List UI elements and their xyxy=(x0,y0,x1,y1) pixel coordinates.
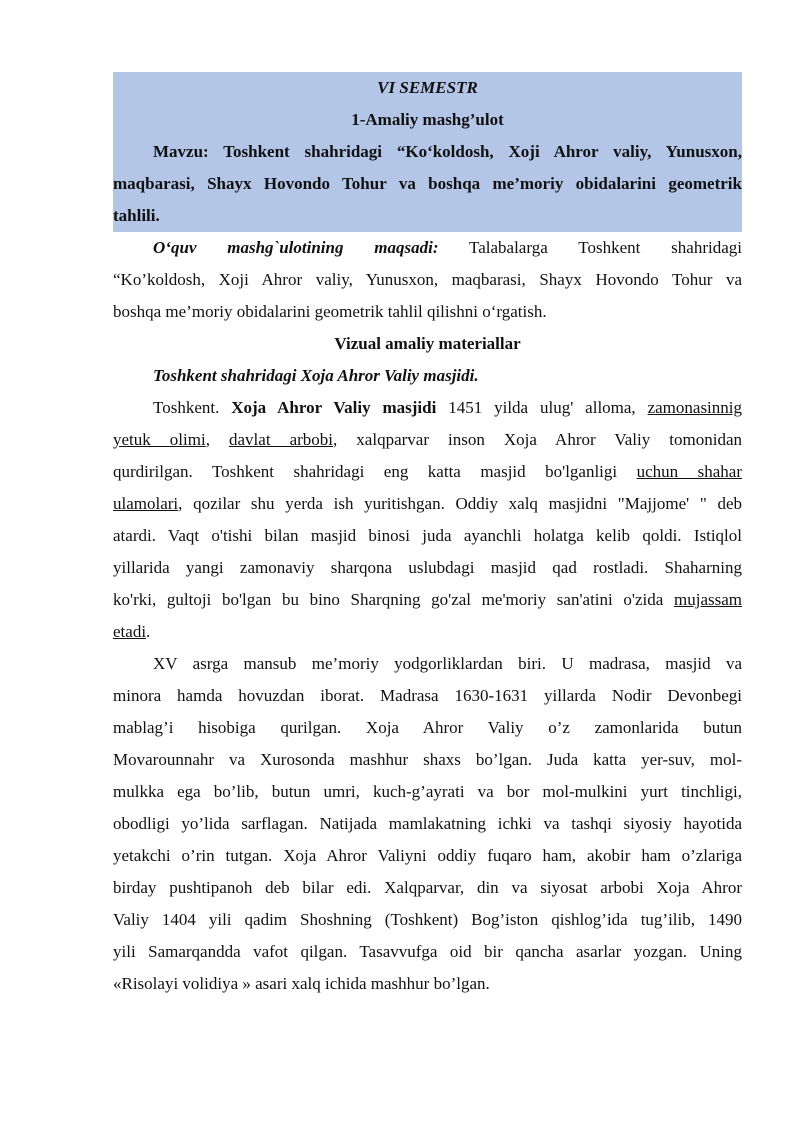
p2-line-3: mablag’i hisobiga qurilgan. Xoja Ahror Valiy o’z zamonlarida butun xyxy=(113,718,742,737)
topic-line-3: tahlili. xyxy=(113,206,160,225)
document-page xyxy=(113,72,742,1000)
p1-line-1 xyxy=(113,392,742,424)
link-uchun-shahar[interactable]: uchun shahar xyxy=(636,462,742,481)
p2-line-7: yetakchi o’rin tutgan. Xoja Ahror Valiyni oddiy fuqaro ham, akobir ham o’zlariga xyxy=(113,846,742,865)
mosque-name-bold: Xoja Ahror Valiy masjidi xyxy=(231,398,437,417)
p2-line-8: birday pushtipanoh deb bilar edi. Xalqparvar, din va siyosat arbobi Xoja Ahror xyxy=(113,878,742,897)
text-run: , qozilar shu yerda ish yuritishgan. Oddiy xalq masjidni "Majjome' " deb xyxy=(178,494,742,513)
text-run: ko'rki, gultoji bo'lgan bu bino Sharqning go'zal me'moriy san'atini o'zida xyxy=(113,590,674,609)
p1-line-6: yillarida yangi zamonaviy sharqona uslubdagi masjid qad rostladi. Shaharning xyxy=(113,558,742,577)
text-run: , xalqparvar inson Xoja Ahror Valiy tomonidan xyxy=(333,430,743,449)
text-run: 1451 yilda ulug' alloma, xyxy=(436,398,648,417)
text-run: , xyxy=(205,430,229,449)
p2-line-4: Movarounnahr va Xurosonda mashhur shaxs bo’lgan. Juda katta yer-suv, mol- xyxy=(113,750,742,769)
mosque-subheading: Toshkent shahridagi Xoja Ahror Valiy masjidi. xyxy=(153,366,479,385)
p2-line-9: Valiy 1404 yili qadim Shoshning (Toshkent) Bog’iston qishlog’ida tug’ilib, 1490 xyxy=(113,910,742,929)
link-ulamolari[interactable]: ulamolari xyxy=(113,494,179,513)
text-run: qurdirilgan. Toshkent shahridagi eng katta masjid bo'lganligi xyxy=(113,462,637,481)
p2-line-11: «Risolayi volidiya » asari xalq ichida mashhur bo’lgan. xyxy=(113,974,490,993)
p2-line-5: mulkka ega bo’lib, butun umri, kuch-g’ayrati va bor mol-mulkini yurt tinchligi, xyxy=(113,782,742,801)
p1-line-7 xyxy=(113,584,742,616)
p1-line-2 xyxy=(113,424,742,456)
link-mujassam[interactable]: mujassam xyxy=(674,590,742,609)
p1-line-5: atardi. Vaqt o'tishi bilan masjid binosi juda ayanchli holatga kelib qoldi. Istiqlol xyxy=(113,526,742,545)
visual-materials-heading: Vizual amaliy materiallar xyxy=(334,334,521,353)
p1-line-8 xyxy=(113,616,742,648)
p2-line-1: XV asrga mansub me’moriy yodgorliklardan biri. U madrasa, masjid va xyxy=(153,654,742,673)
link-yetuk-olimi[interactable]: yetuk olimi xyxy=(113,430,206,449)
p2-line-10: yili Samarqandda vafot qilgan. Tasavvufga oid bir qancha asarlar yozgan. Uning xyxy=(113,942,742,961)
link-zamonasinnig[interactable]: zamonasinnig xyxy=(647,398,742,417)
p2-line-2: minora hamda hovuzdan iborat. Madrasa 1630-1631 yillarda Nodir Devonbegi xyxy=(113,686,742,705)
header-highlight-block xyxy=(113,72,742,232)
p2-line-6: obodligi yo’lida sarflagan. Natijada mamlakatning ichki va tashqi siyosiy hayotida xyxy=(113,814,742,833)
purpose-line-3: boshqa me’moriy obidalarini geometrik tahlil qilishni o‘rgatish. xyxy=(113,302,547,321)
topic-line-1: Mavzu: Toshkent shahridagi “Ko‘koldosh, Xoji Ahror valiy, Yunusxon, xyxy=(153,142,742,161)
link-davlat-arbobi[interactable]: davlat arbobi xyxy=(229,430,334,449)
p1-line-3 xyxy=(113,456,742,488)
text-run: Toshkent. xyxy=(153,398,232,417)
link-etadi[interactable]: etadi xyxy=(113,622,147,641)
p1-line-4 xyxy=(113,488,742,520)
purpose-line-1 xyxy=(113,232,742,264)
purpose-label: O‘quv mashg`ulotining maqsadi: xyxy=(153,238,439,257)
semester-title: VI SEMESTR xyxy=(377,78,478,97)
topic-line-2: maqbarasi, Shayx Hovondo Tohur va boshqa me’moriy obidalarini geometrik xyxy=(113,174,742,193)
text-run: . xyxy=(146,622,151,641)
purpose-text: Talabalarga Toshkent shahridagi xyxy=(469,238,742,257)
purpose-line-2: “Ko’koldosh, Xoji Ahror valiy, Yunusxon, maqbarasi, Shayx Hovondo Tohur va xyxy=(113,270,742,289)
lesson-title: 1-Amaliy mashg’ulot xyxy=(351,110,504,129)
